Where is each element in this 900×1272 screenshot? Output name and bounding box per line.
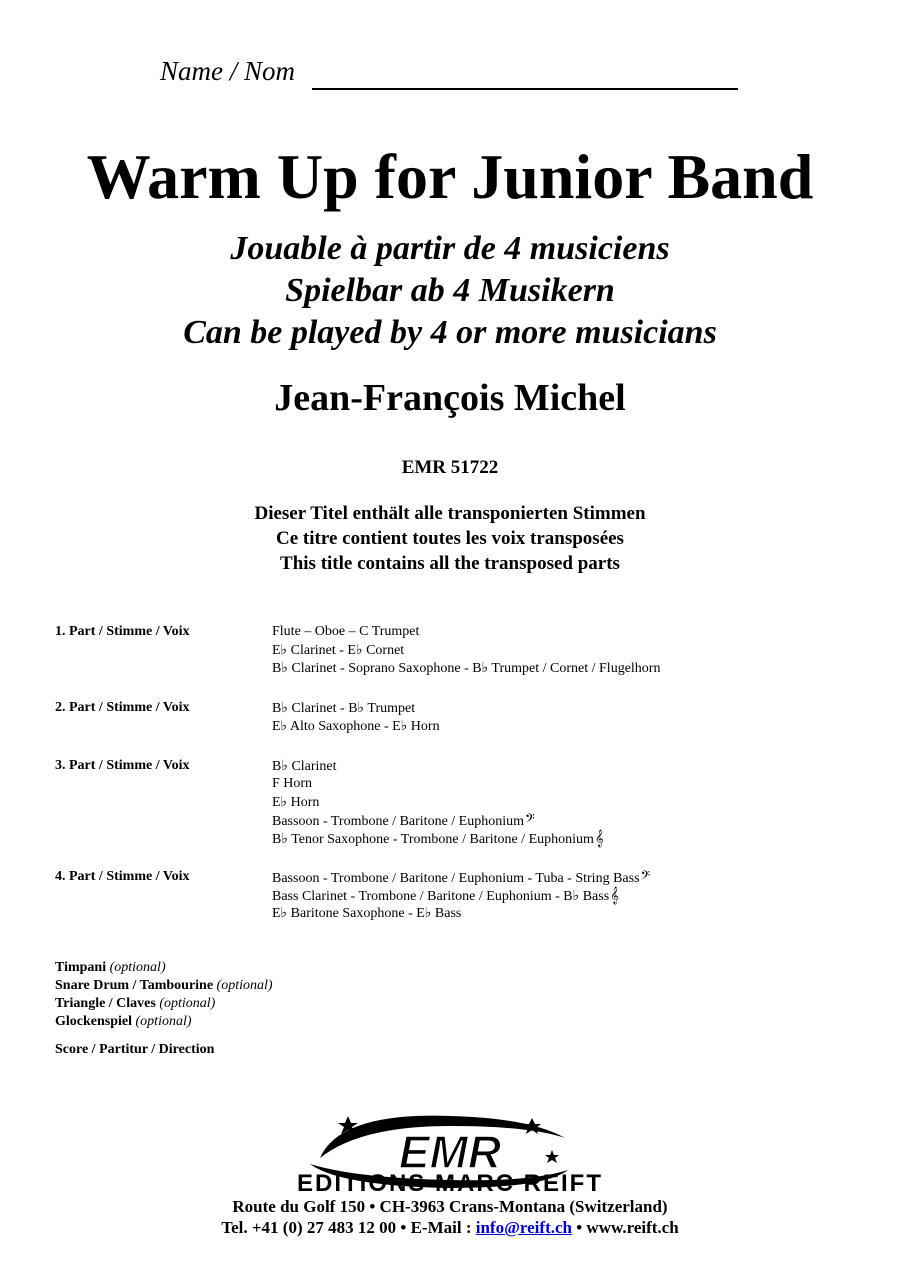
percussion-item <box>55 960 166 976</box>
instrument-line: F Horn <box>272 776 313 791</box>
part-1-label: 1. Part / Stimme / Voix <box>55 624 190 639</box>
catalog-number: EMR 51722 <box>401 457 499 478</box>
treble-clef-icon: 𝄞 <box>594 831 604 847</box>
subtitle-english: Can be played by 4 or more musicians <box>183 314 717 351</box>
score-label <box>55 1042 214 1058</box>
instrument-line: Flute – Oboe – C Trumpet <box>272 624 420 639</box>
name-underline <box>312 88 738 90</box>
instrument-line: E♭ Clarinet - E♭ Cornet <box>272 643 405 658</box>
star-icon <box>523 1118 541 1134</box>
treble-clef-icon: 𝄞 <box>610 888 620 904</box>
score-label-text: Score / Partitur / Direction <box>55 1042 215 1057</box>
percussion-name: Glockenspiel <box>55 1014 133 1029</box>
instrument-line-with-clef <box>272 830 604 848</box>
instrument-line: B♭ Clarinet - B♭ Trumpet <box>272 701 416 716</box>
contact-suffix: • www.reift.ch <box>571 1218 679 1237</box>
percussion-name: Timpani <box>55 960 107 975</box>
instrument-line: E♭ Horn <box>272 795 320 810</box>
page-title: Warm Up for Junior Band <box>86 141 814 212</box>
email-link[interactable]: info@reift.ch <box>475 1218 572 1237</box>
instrument-line-with-clef <box>272 869 650 887</box>
instrument-line: E♭ Baritone Saxophone - E♭ Bass <box>272 906 462 921</box>
percussion-item <box>55 1014 192 1030</box>
bass-clef-icon: 𝄢 <box>525 813 535 829</box>
percussion-item <box>55 978 273 994</box>
note-german: Dieser Titel enthält alle transponierten Stimmen <box>254 503 646 524</box>
logo-text: EMR <box>398 1126 502 1178</box>
percussion-item <box>55 996 215 1012</box>
part-3-label: 3. Part / Stimme / Voix <box>55 758 190 773</box>
publisher-contact <box>0 1218 900 1238</box>
composer-name: Jean-François Michel <box>274 377 626 419</box>
bass-clef-icon: 𝄢 <box>640 870 651 886</box>
percussion-note: (optional) <box>159 996 216 1011</box>
instrument-text: Bassoon - Trombone / Baritone / Euphonium <box>272 814 524 829</box>
contact-prefix: Tel. +41 (0) 27 483 12 00 • E-Mail : <box>221 1218 476 1237</box>
publisher-address: Route du Golf 150 • CH-3963 Crans-Montana (Switzerland) <box>232 1197 668 1216</box>
percussion-note: (optional) <box>109 960 166 975</box>
instrument-line: B♭ Clarinet <box>272 759 337 774</box>
name-label: Name / Nom <box>160 56 295 86</box>
instrument-line: E♭ Alto Saxophone - E♭ Horn <box>272 719 440 734</box>
note-english: This title contains all the transposed parts <box>280 553 620 574</box>
part-4-label: 4. Part / Stimme / Voix <box>55 869 190 884</box>
instrument-text: Bassoon - Trombone / Baritone / Euphonium - Tuba - String Bass <box>272 871 640 886</box>
percussion-name: Snare Drum / Tambourine <box>55 978 214 993</box>
percussion-name: Triangle / Claves <box>55 996 156 1011</box>
note-french: Ce titre contient toutes les voix transposées <box>276 528 624 549</box>
star-icon <box>545 1150 559 1163</box>
instrument-text: B♭ Tenor Saxophone - Trombone / Baritone / Euphonium <box>272 832 594 847</box>
percussion-note: (optional) <box>135 1014 192 1029</box>
instrument-line-with-clef <box>272 887 619 905</box>
publisher-name: EDITIONS MARC REIFT <box>297 1170 603 1197</box>
instrument-line: B♭ Clarinet - Soprano Saxophone - B♭ Trumpet / Cornet / Flugelhorn <box>272 661 661 676</box>
percussion-note: (optional) <box>216 978 273 993</box>
part-2-label: 2. Part / Stimme / Voix <box>55 700 190 715</box>
instrument-line-with-clef <box>272 812 535 830</box>
subtitle-german: Spielbar ab 4 Musikern <box>285 272 615 309</box>
instrument-text: Bass Clarinet - Trombone / Baritone / Euphonium - B♭ Bass <box>272 889 610 904</box>
subtitle-french: Jouable à partir de 4 musiciens <box>230 230 670 267</box>
